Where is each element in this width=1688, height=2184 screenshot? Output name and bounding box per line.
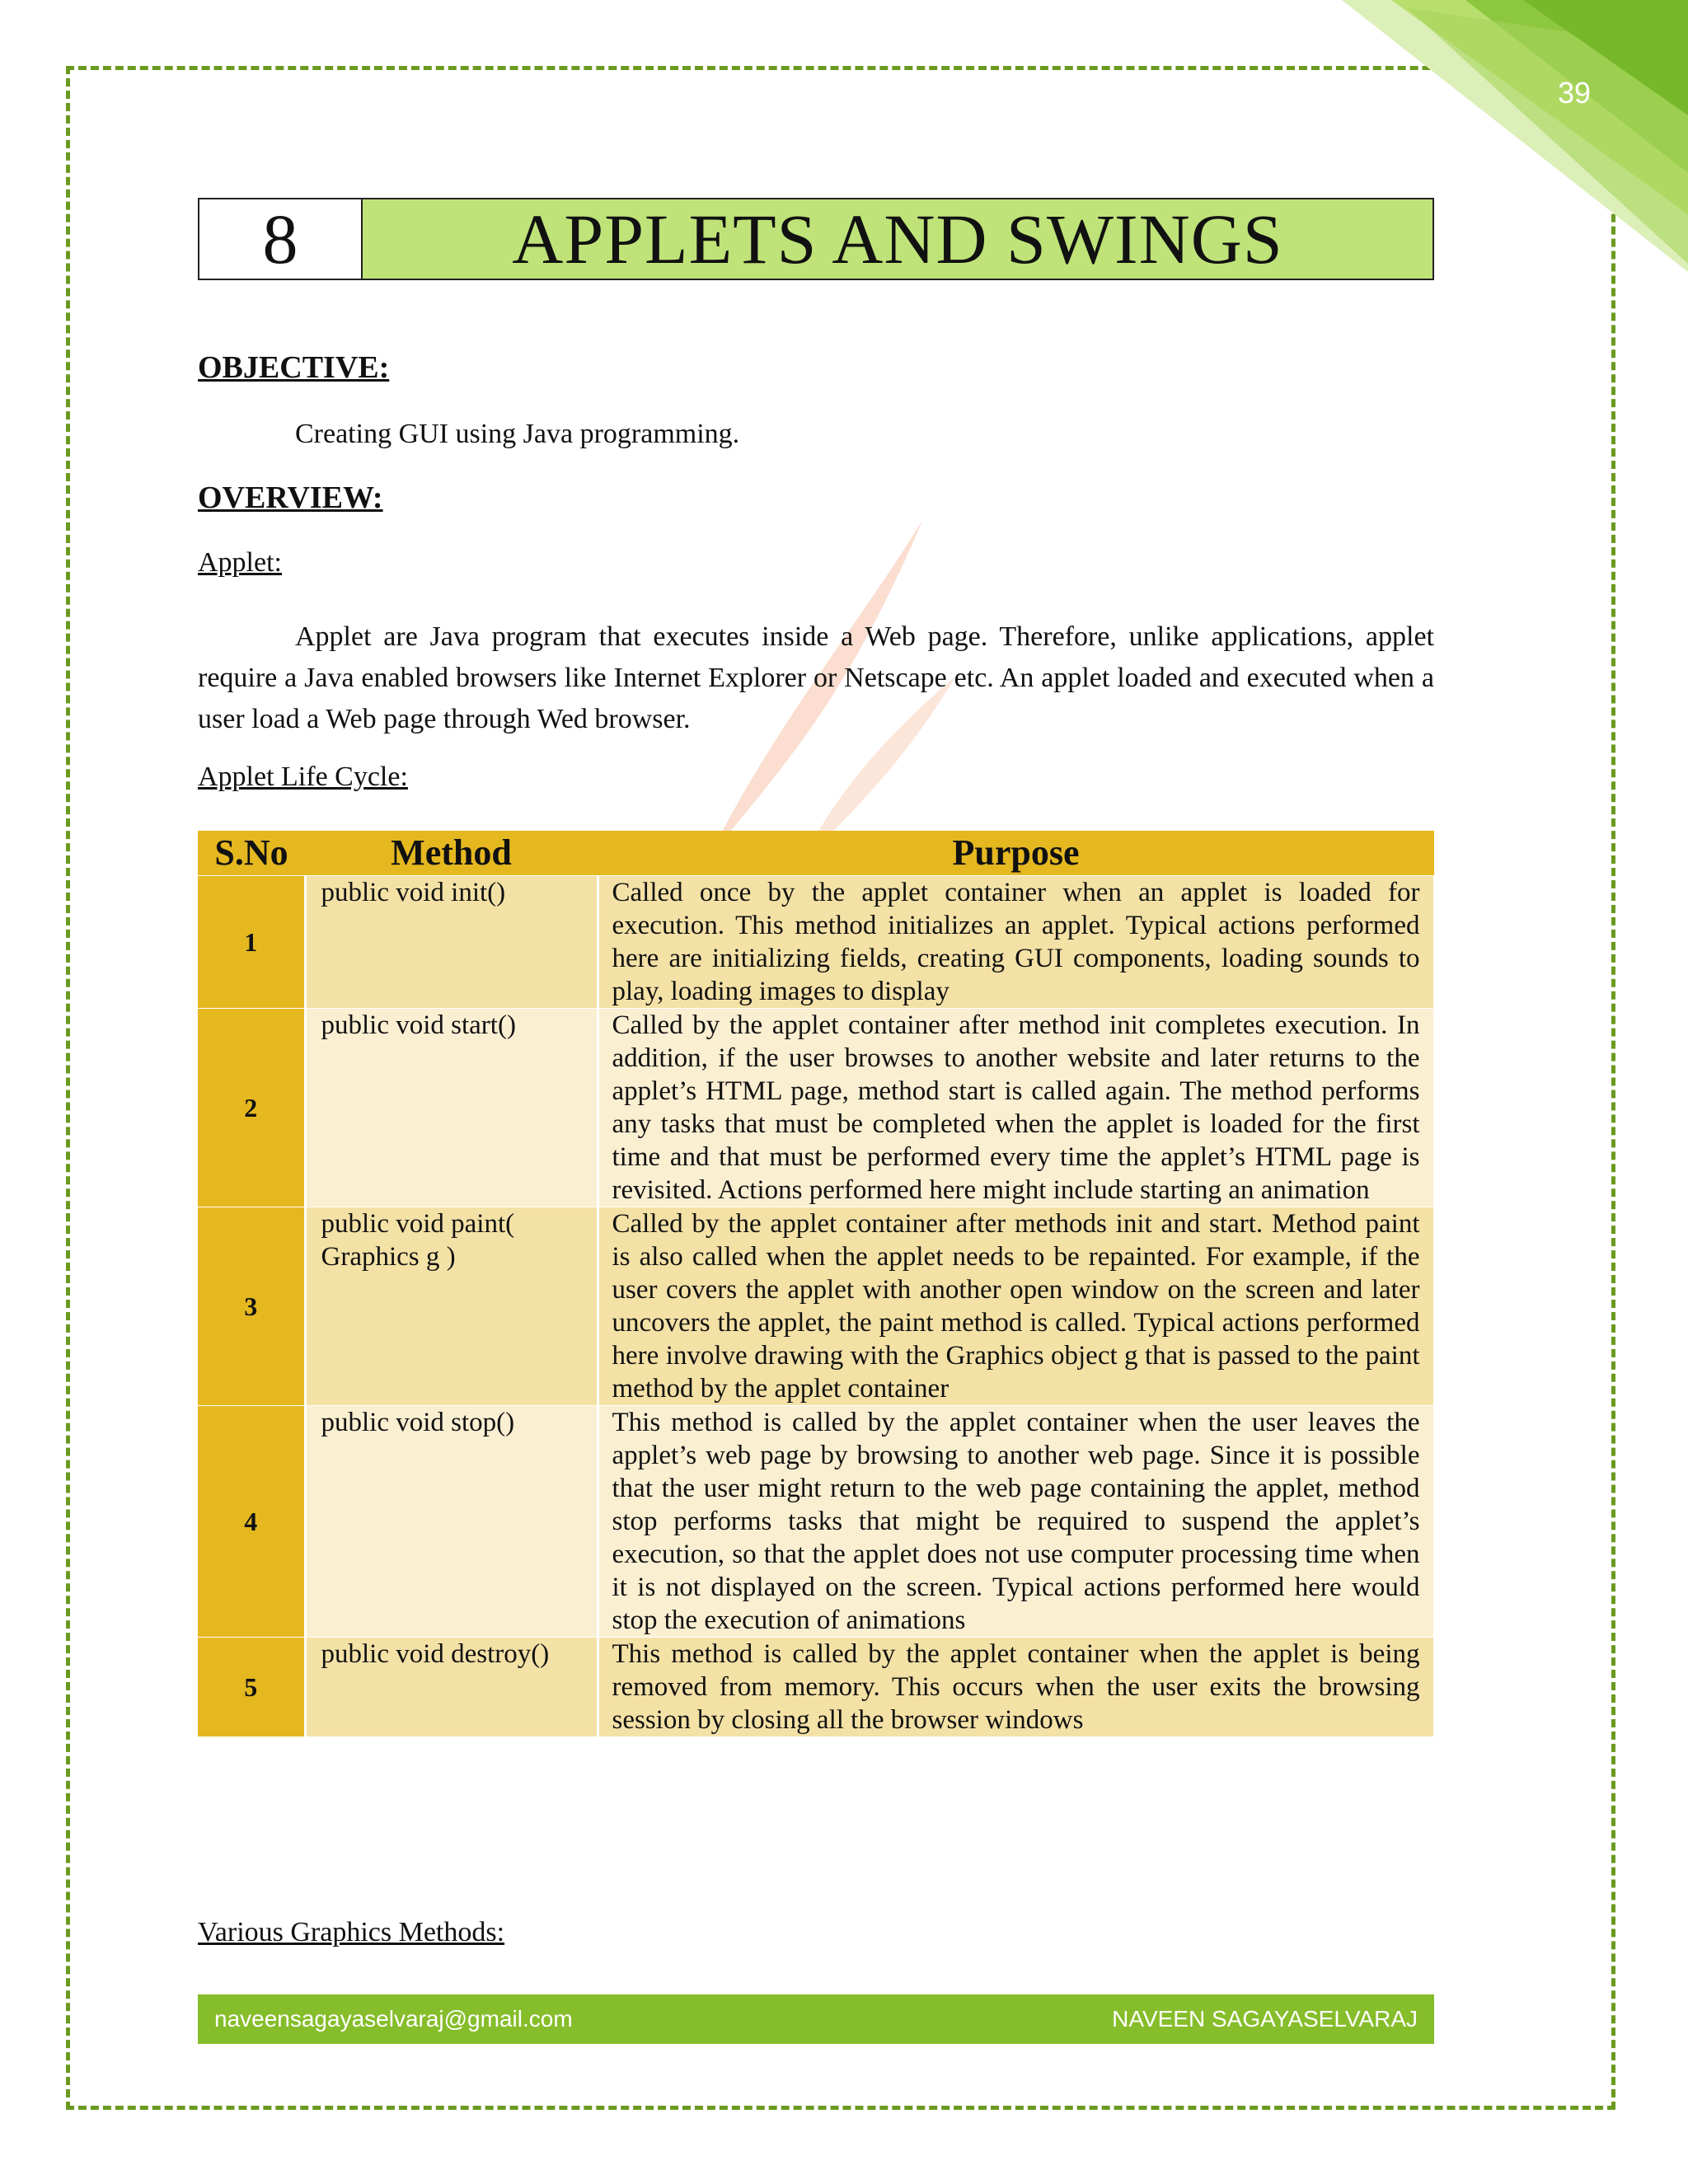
footer-author: NAVEEN SAGAYASELVARAJ — [1112, 2006, 1418, 2032]
graphics-methods-heading: Various Graphics Methods: — [198, 1917, 505, 1947]
row-sno: 1 — [198, 876, 305, 1009]
row-method: public void stop() — [305, 1406, 598, 1638]
table-row — [198, 1009, 1434, 1207]
footer-bar — [198, 1994, 1434, 2044]
row-method: public void destroy() — [305, 1638, 598, 1737]
objective-text: Creating GUI using Java programming. — [295, 419, 740, 449]
header-method: Method — [305, 831, 598, 876]
header-purpose: Purpose — [598, 831, 1434, 876]
table-row — [198, 1638, 1434, 1737]
row-sno: 5 — [198, 1638, 305, 1737]
applet-heading: Applet: — [198, 547, 282, 578]
row-purpose: Called by the applet container after methods init and start. Method paint is also called when the applet needs to be repainted. For example, if the user covers the applet with another open window on the screen and later uncovers the applet, the paint method is called. Typical actions performed here involve drawing with the Graphics object g that is passed to the paint method by the applet container — [598, 1207, 1434, 1406]
applet-paragraph-text: Applet are Java program that executes inside a Web page. Therefore, unlike applications, applet require a Java enabled browsers like Internet Explorer or Netscape etc. An applet loaded and executed when a user load a Web page through Wed browser. — [198, 621, 1434, 734]
row-purpose: Called by the applet container after method init completes execution. In addition, if the user browses to another website and later returns to the applet’s HTML page, method start is called again. The method performs any tasks that must be completed when the applet is loaded for the first time and that must be performed every time the applet’s HTML page is revisited. Actions performed here might include starting an animation — [598, 1009, 1434, 1207]
objective-heading: OBJECTIVE: — [198, 350, 390, 385]
chapter-number: 8 — [199, 199, 363, 279]
chapter-header — [198, 198, 1434, 280]
table-row — [198, 1406, 1434, 1638]
row-purpose: This method is called by the applet container when the user leaves the applet’s web page by browsing to another web page. Since it is possible that the user might return to the web page containing the applet, method stop performs tasks that might be required to suspend the applet’s execution, so that the applet does not use computer processing time when it is not displayed on the screen. Typical actions performed here would stop the execution of animations — [598, 1406, 1434, 1638]
row-sno: 4 — [198, 1406, 305, 1638]
row-method: public void start() — [305, 1009, 598, 1207]
row-method: public void init() — [305, 876, 598, 1009]
page-number: 39 — [1557, 76, 1592, 110]
row-sno: 3 — [198, 1207, 305, 1406]
life-cycle-heading: Applet Life Cycle: — [198, 762, 408, 792]
row-sno: 2 — [198, 1009, 305, 1207]
header-sno: S.No — [198, 831, 305, 876]
table-row — [198, 876, 1434, 1009]
overview-heading: OVERVIEW: — [198, 480, 383, 515]
chapter-title: APPLETS AND SWINGS — [363, 199, 1432, 279]
row-method: public void paint( Graphics g ) — [305, 1207, 598, 1406]
row-purpose: This method is called by the applet container when the applet is being removed from memory. This occurs when the user exits the browsing session by closing all the browser windows — [598, 1638, 1434, 1737]
life-cycle-table — [198, 831, 1434, 1736]
row-purpose: Called once by the applet container when an applet is loaded for execution. This method initializes an applet. Typical actions performed here are initializing fields, creating GUI components, loading sounds to play, loading images to display — [598, 876, 1434, 1009]
table-row — [198, 1207, 1434, 1406]
footer-email: naveensagayaselvaraj@gmail.com — [214, 2006, 573, 2032]
applet-paragraph — [198, 616, 1434, 740]
table-header-row — [198, 831, 1434, 876]
